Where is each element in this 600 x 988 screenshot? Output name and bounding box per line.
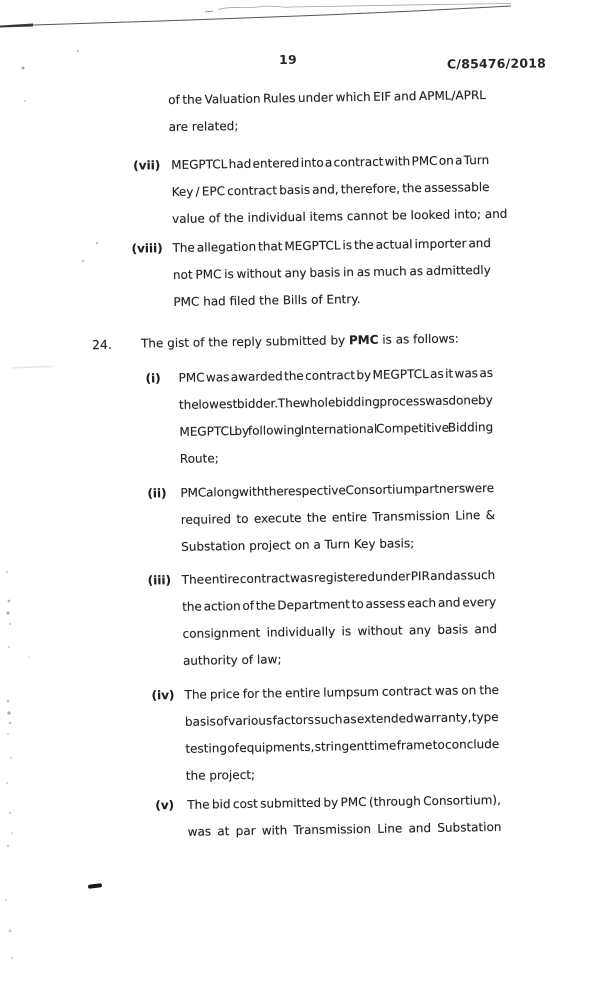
text-line: The bid cost submitted by PMC (through Consortium), (187, 792, 501, 812)
case-reference-number: C/85476/2018 (446, 55, 547, 72)
item-label: (viii) (131, 241, 163, 256)
item-text (172, 230, 491, 316)
text-line: required to execute the entire Transmission Line & (180, 507, 496, 527)
bold-text: PMC (348, 332, 379, 348)
text-line: MEGPTCL by following International Competitive Bidding (179, 419, 494, 439)
text-line: PMC along with the respective Consortium partners were (180, 480, 495, 500)
text-line: testing of equipments, stringent time frame to conclude (185, 736, 500, 756)
item-text (171, 147, 508, 233)
text-line: the project; (185, 767, 256, 783)
item-label: (ii) (147, 486, 167, 501)
text-line: the action of the Department to assess each and every (182, 594, 497, 614)
item-text (187, 787, 502, 846)
text-line: The gist of the reply submitted by PMC is as follows: (140, 331, 459, 351)
item-text (180, 475, 495, 561)
paragraph-number: 24. (91, 336, 113, 353)
text-line: basis of various factors such as extended warranty, type (184, 709, 499, 729)
text-line: Key / EPC contract basis and, therefore, the assessable (171, 179, 490, 199)
text-line: PMC had filed the Bills of Entry. (173, 292, 361, 309)
text-line: the lowest bidder. The whole bidding process was done by (178, 392, 493, 412)
text-line: not PMC is without any basis in as much as admittedly (172, 262, 491, 282)
text-line: was at par with Transmission Line and Substation (187, 819, 502, 839)
text-line: PMC was awarded the contract by MEGPTCL as it was as (178, 365, 494, 385)
text-line: value of the individual items cannot be looked into; and (171, 206, 508, 226)
item-label: (i) (145, 371, 161, 386)
page-number: 19 (279, 52, 297, 67)
item-label: (vii) (133, 158, 161, 173)
item-label: (v) (155, 798, 175, 813)
text-line: consignment individually is without any basis and (182, 621, 498, 641)
text-line: The allegation that MEGPTCL is the actual importer and (172, 235, 492, 255)
item-text (182, 562, 498, 675)
item-label: (iv) (151, 688, 175, 703)
text-line: Substation project on a Turn Key basis; (181, 536, 415, 554)
text-line: The price for the entire lumpsum contract was on the (184, 682, 500, 702)
text-line: MEGPTCL had entered into a contract with PMC on a Turn (171, 152, 490, 172)
text-line: of the Valuation Rules under which EIF and APML/APRL (168, 88, 487, 108)
text-line: are related; (168, 118, 239, 135)
text-line: The entire contract was registered under PIR and as such (181, 567, 496, 587)
item-label: (iii) (147, 573, 172, 588)
item-text (184, 677, 500, 790)
item-text (178, 360, 494, 473)
paragraph-text (168, 82, 487, 141)
text-line: Route; (179, 451, 219, 466)
scan-speckles (0, 0, 120, 988)
text-line: authority of law; (182, 652, 282, 668)
paragraph-text (141, 325, 501, 358)
